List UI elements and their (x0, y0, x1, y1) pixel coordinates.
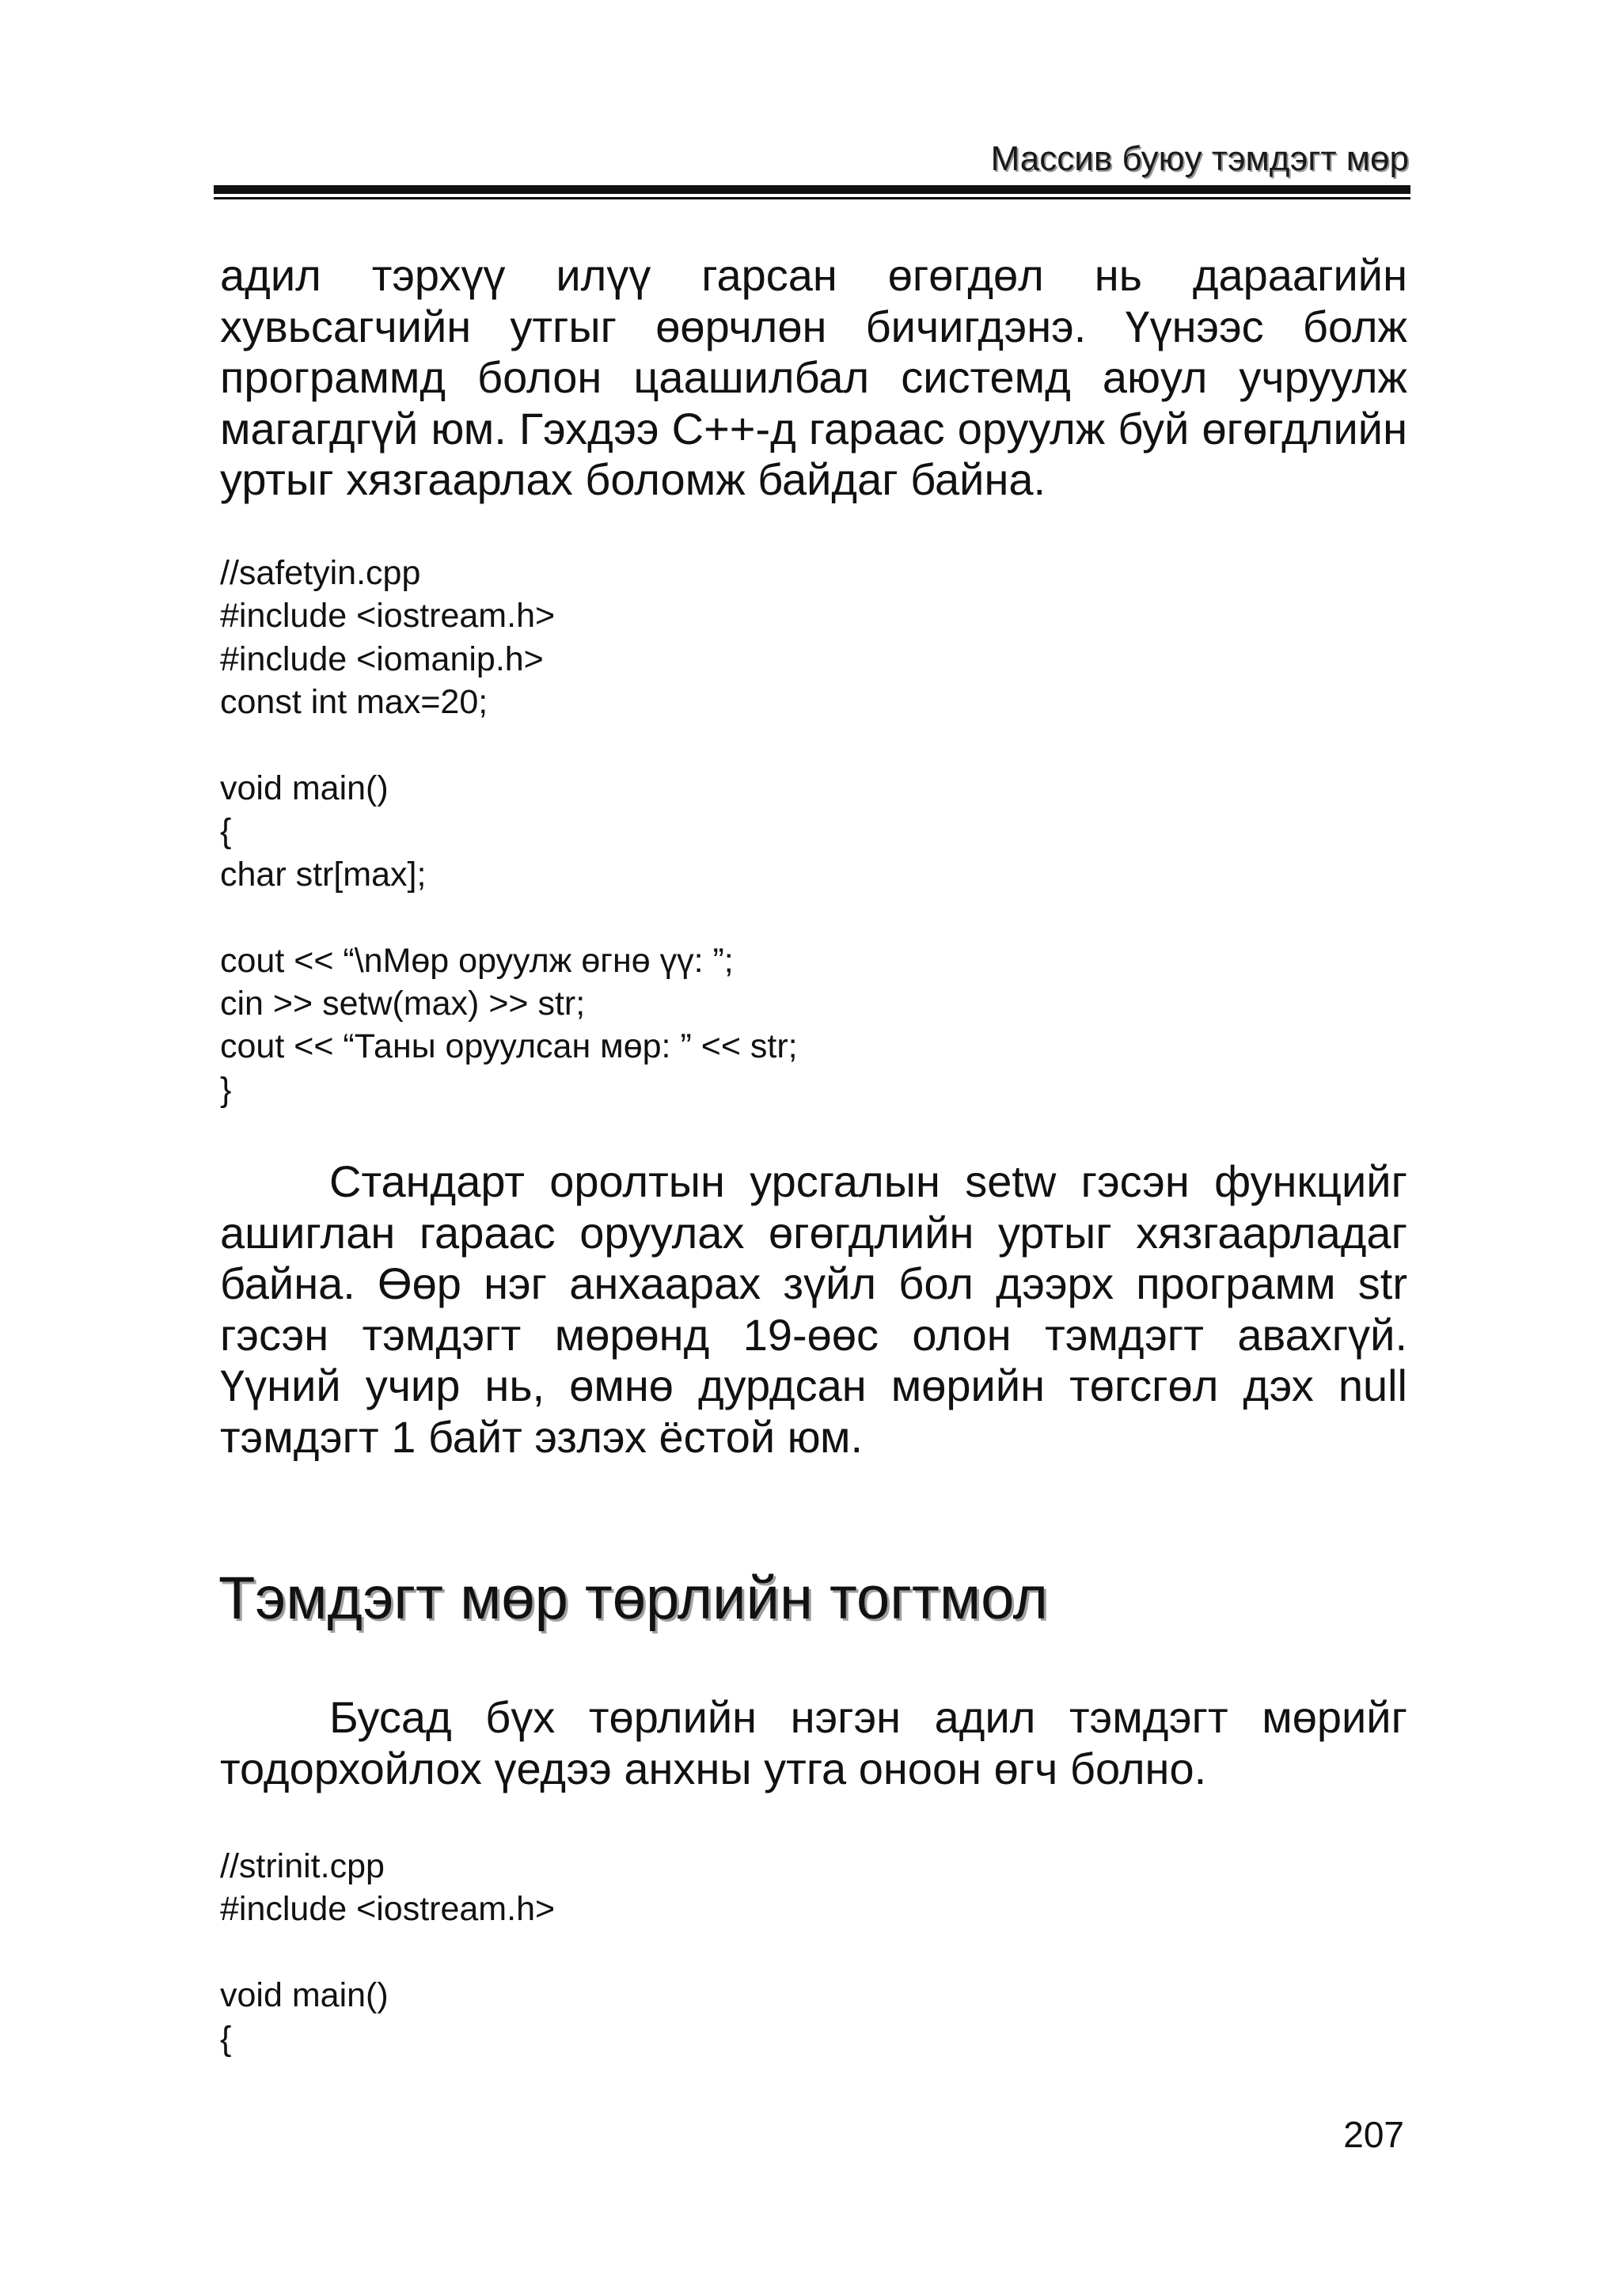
code-line: cout << “Таны оруулсан мөр: ” << str; (220, 1027, 798, 1066)
code-line: #include <iostream.h> (220, 1890, 556, 1929)
code-listing-strinit (220, 1845, 1407, 2060)
code-line: { (220, 2019, 232, 2058)
code-line: void main() (220, 1976, 389, 2015)
page-number: 207 (1343, 2114, 1404, 2155)
code-line: char str[max]; (220, 855, 427, 894)
code-line: cout << “\nМөр оруулж өгнө үү: ”; (220, 941, 734, 980)
code-line: const int max=20; (220, 683, 488, 722)
code-line: //strinit.cpp (220, 1847, 385, 1885)
code-line: void main() (220, 769, 389, 808)
section-heading: Тэмдэгт мөр төрлийн тогтмол (218, 1565, 1049, 1632)
code-listing-safetyin (220, 552, 1407, 1111)
paragraph-string-init: Бусад бүх төрлийн нэгэн адил тэмдэгт мөрийг тодорхойлох үедээ анхны утга оноон өгч болно. (220, 1692, 1407, 1793)
code-line: #include <iostream.h> (220, 597, 556, 636)
code-line: { (220, 812, 232, 851)
running-header-title: Массив буюу тэмдэгт мөр (990, 139, 1409, 178)
code-line: cin >> setw(max) >> str; (220, 985, 586, 1023)
paragraph-setw: Стандарт оролтын урсгалын setw гэсэн функцийг ашиглан гараас оруулах өгөгдлийн уртыг хязгаарладаг байна. Өөр нэг анхаарах зүйл бол дээрх программ str гэсэн тэмдэгт мөрөнд 19-өөс олон тэмдэгт авахгүй. Үүний учир нь, өмнө дурдсан мөрийн төгсгөл дэх null тэмдэгт 1 байт эзлэх ёстой юм. (220, 1156, 1407, 1462)
code-line: #include <iomanip.h> (220, 639, 544, 678)
header-rule-thin (214, 197, 1410, 199)
code-line: //safetyin.cpp (220, 554, 421, 592)
paragraph-intro: адил тэрхүү илүү гарсан өгөгдөл нь дараагийн хувьсагчийн утгыг өөрчлөн бичигдэнэ. Үүнээс болж программд болон цаашилбал системд аюул учруулж магагдгүй юм. Гэхдээ С++-д гараас оруулж буй өгөгдлийн уртыг хязгаарлах боломж байдаг байна. (220, 250, 1407, 504)
header-rule-thick (214, 185, 1410, 194)
code-line: } (220, 1070, 232, 1109)
